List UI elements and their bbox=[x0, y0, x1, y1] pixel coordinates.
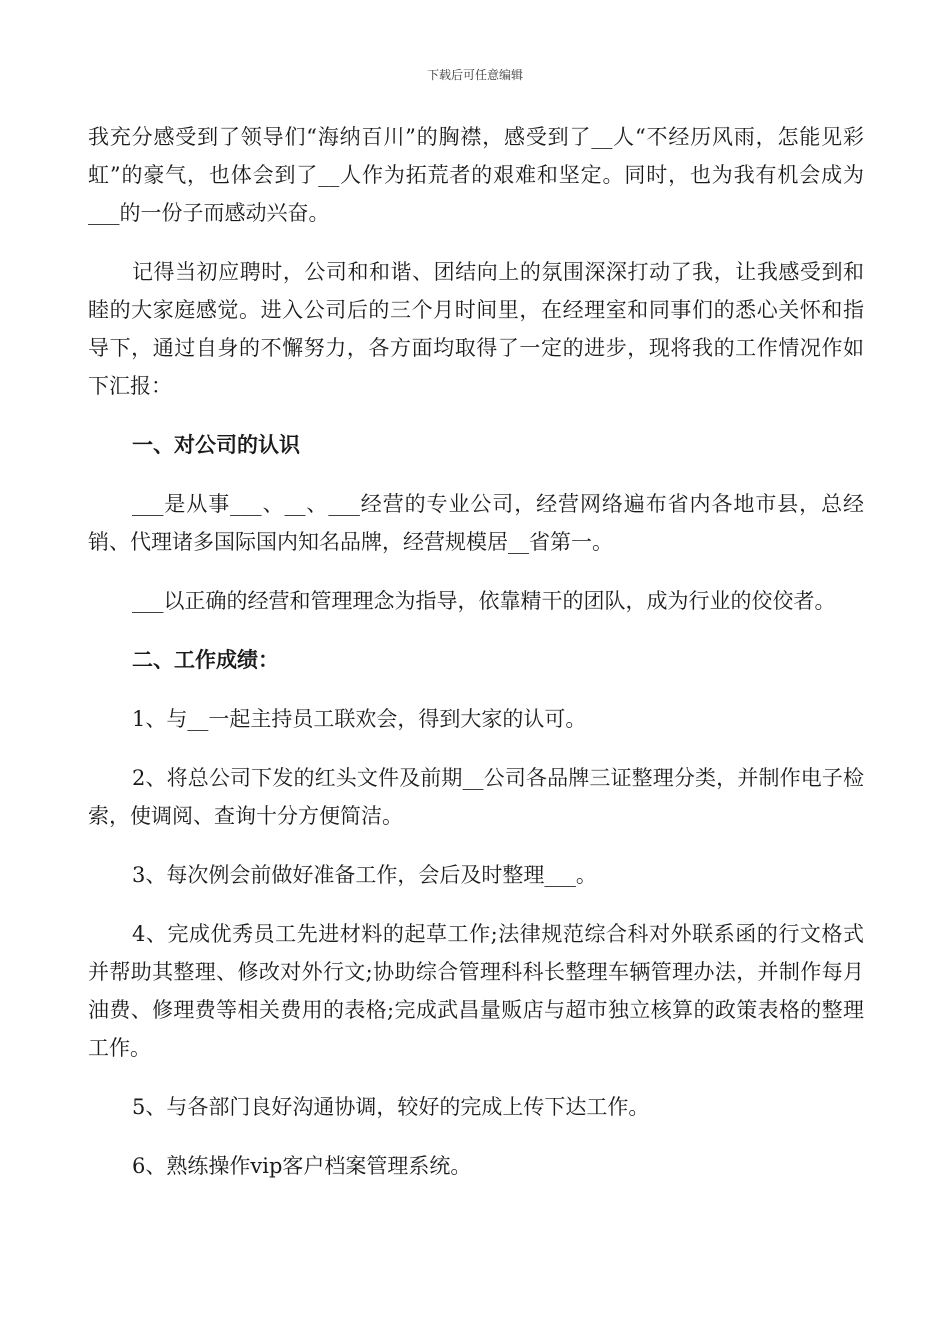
document-body bbox=[88, 118, 864, 1206]
section-heading-2: 二、工作成绩： bbox=[132, 648, 279, 672]
list-item-6: 6、熟练操作vip客户档案管理系统。 bbox=[132, 1154, 472, 1178]
list-item-4: 4、完成优秀员工先进材料的起草工作;法律规范综合科对外联系函的行文格式并帮助其整理、修改对外行文;协助综合管理科科长整理车辆管理办法，并制作每月油费、修理费等相关费用的表格;完成武昌量贩店与超市独立核算的政策表格的整理工作。 bbox=[88, 922, 864, 1060]
list-item-2: 2、将总公司下发的红头文件及前期__公司各品牌三证整理分类，并制作电子检索，使调阅、查询十分方便简洁。 bbox=[88, 766, 864, 828]
paragraph-3: ___是从事___、__、___经营的专业公司，经营网络遍布省内各地市县，总经销、代理诸多国际国内知名品牌，经营规模居__省第一。 bbox=[88, 492, 864, 554]
list-item-3: 3、每次例会前做好准备工作，会后及时整理___。 bbox=[132, 863, 597, 887]
list-item-1: 1、与__一起主持员工联欢会，得到大家的认可。 bbox=[132, 707, 587, 731]
page-header-note: 下载后可任意编辑 bbox=[426, 68, 523, 82]
list-item-5: 5、与各部门良好沟通协调，较好的完成上传下达工作。 bbox=[132, 1095, 650, 1119]
paragraph-4: ___以正确的经营和管理理念为指导，依靠精干的团队，成为行业的佼佼者。 bbox=[132, 589, 836, 613]
section-heading-1: 一、对公司的认识 bbox=[132, 433, 300, 457]
paragraph-1: 我充分感受到了领导们“海纳百川”的胸襟，感受到了__人“不经历风雨，怎能见彩虹”的豪气，也体会到了__人作为拓荒者的艰难和坚定。同时，也为我有机会成为___的一份子而感动兴奋。 bbox=[88, 125, 864, 225]
paragraph-2: 记得当初应聘时，公司和和谐、团结向上的氛围深深打动了我，让我感受到和睦的大家庭感觉。进入公司后的三个月时间里，在经理室和同事们的悉心关怀和指导下，通过自身的不懈努力，各方面均取得了一定的进步，现将我的工作情况作如下汇报： bbox=[88, 260, 864, 398]
